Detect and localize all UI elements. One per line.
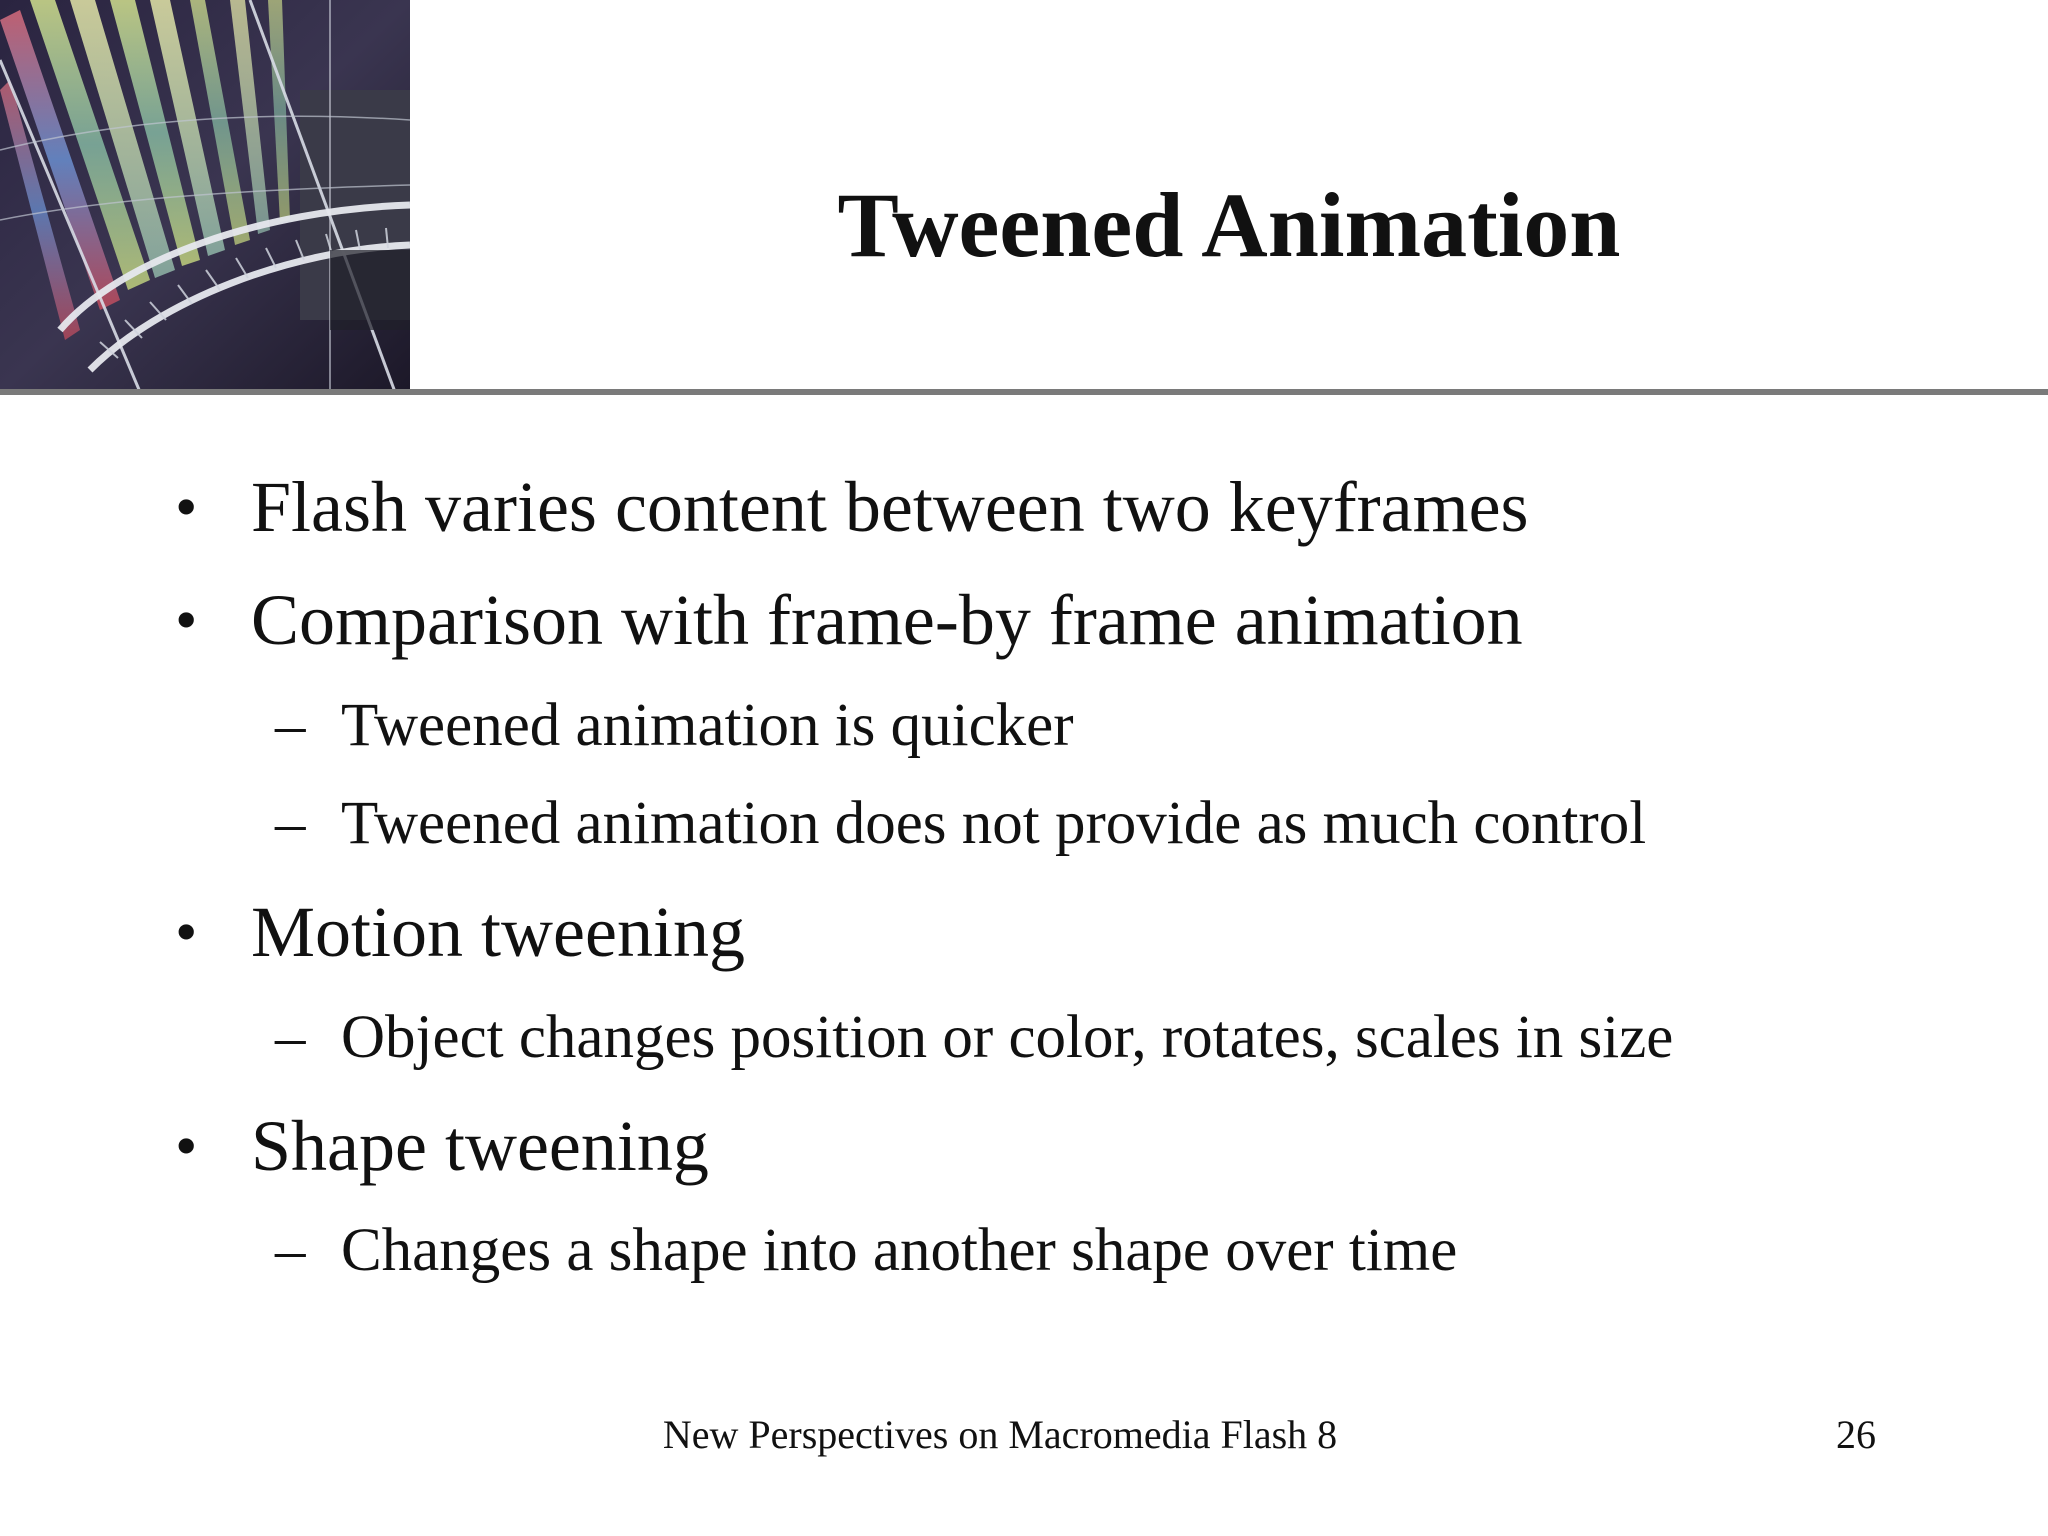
bullet-marker: • (175, 896, 198, 967)
footer-title: New Perspectives on Macromedia Flash 8 (662, 1412, 1338, 1457)
bullet-marker: • (175, 1110, 198, 1181)
bullet-marker: • (175, 584, 198, 655)
slide-title: Tweened Animation (837, 174, 1621, 276)
page-number: 26 (1836, 1412, 1876, 1457)
sub-bullet-marker: – (275, 790, 306, 857)
sub-bullet-marker: – (275, 1217, 306, 1284)
bullet-text: Shape tweening (251, 1106, 709, 1186)
bullet-text: Motion tweening (251, 892, 745, 972)
bullet-marker: • (175, 471, 198, 542)
sub-bullet-text: Tweened animation does not provide as much control (341, 790, 1647, 857)
sub-bullet-marker: – (275, 1004, 306, 1071)
bullet-text: Flash varies content between two keyframes (251, 467, 1529, 547)
bullet-text: Comparison with frame-by frame animation (251, 580, 1523, 660)
sub-bullet-marker: – (275, 692, 306, 759)
sub-bullet-text: Tweened animation is quicker (341, 692, 1074, 759)
sub-bullet-text: Object changes position or color, rotates, scales in size (341, 1004, 1674, 1071)
sub-bullet-text: Changes a shape into another shape over time (341, 1217, 1458, 1284)
